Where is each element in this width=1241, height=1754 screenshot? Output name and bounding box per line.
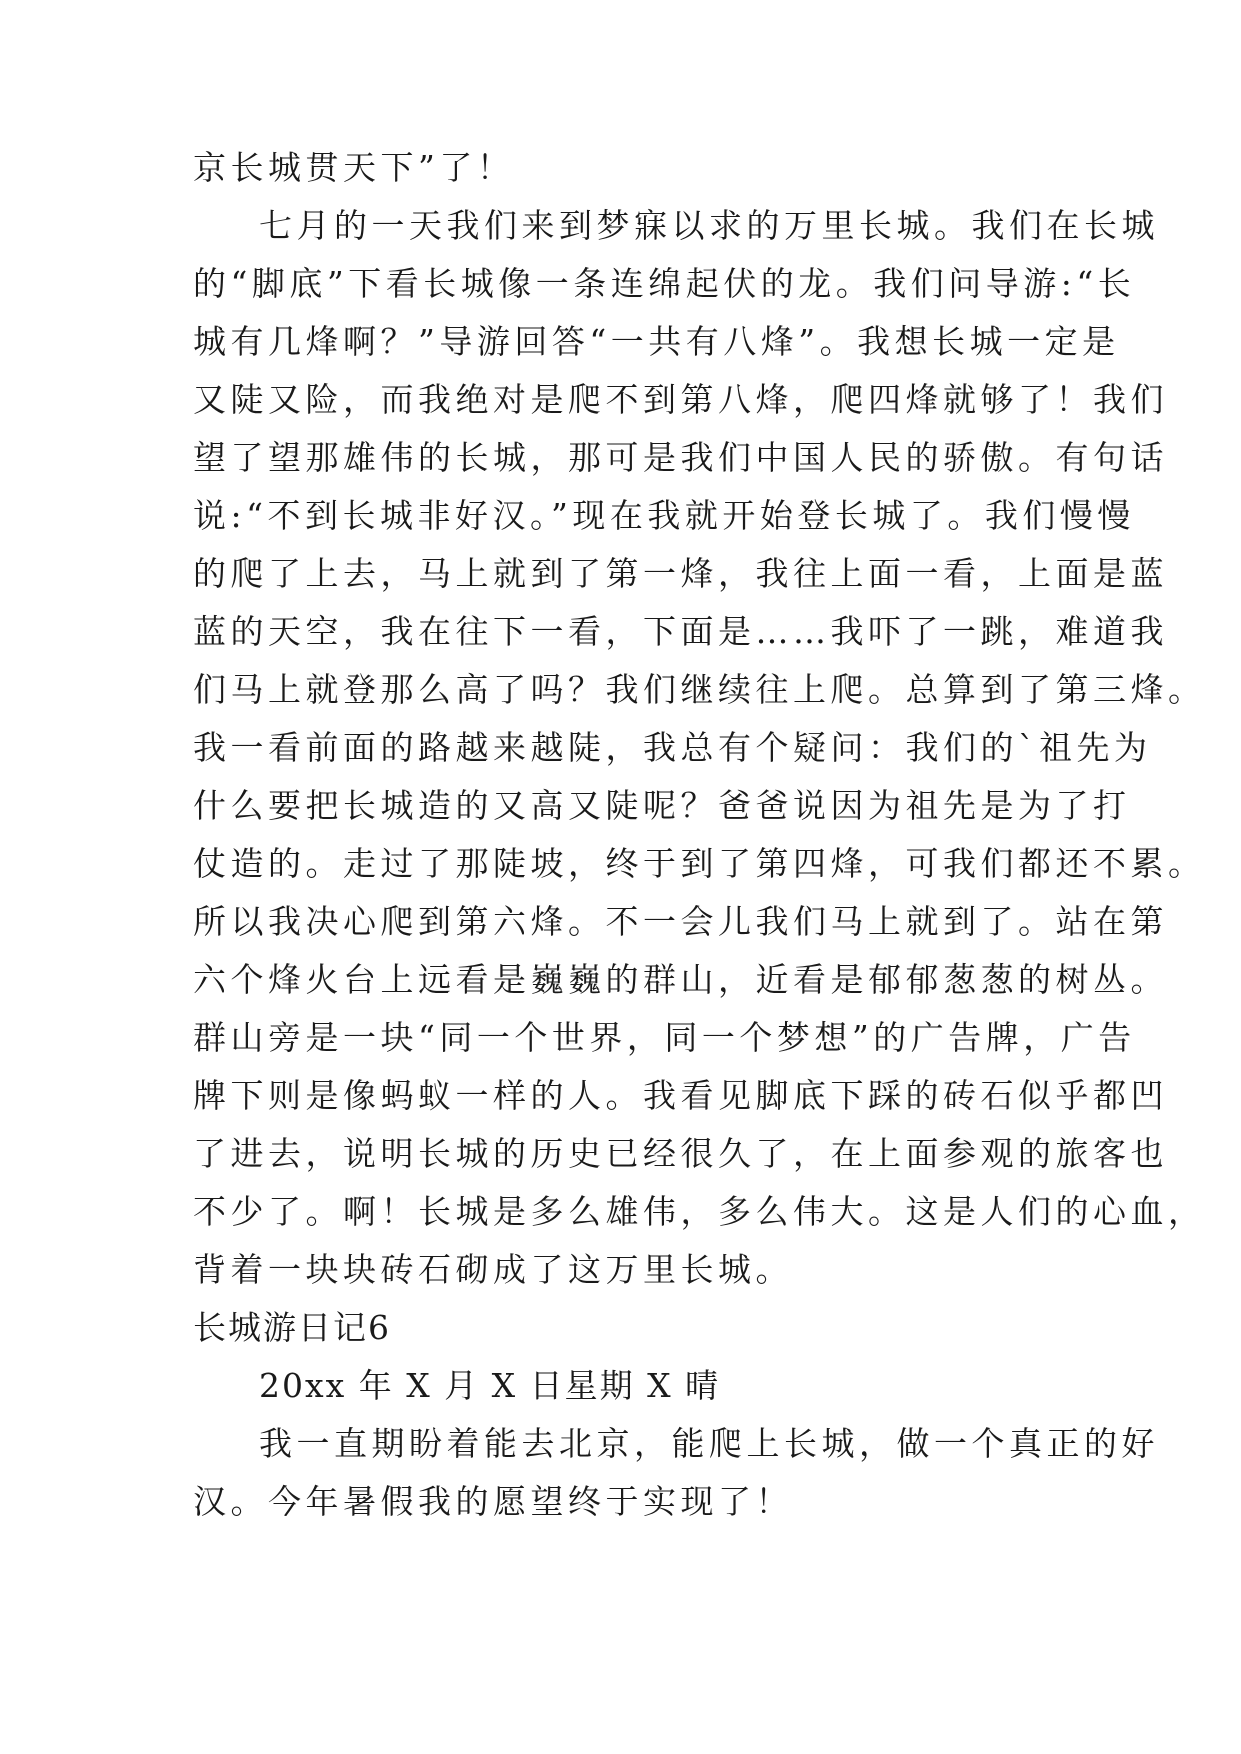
text-line: 京长城贯天下”了！: [193, 148, 515, 187]
paragraph-start-line: 我一直期盼着能去北京，能爬上长城，做一个真正的好: [259, 1424, 1159, 1463]
text-line: 我一看前面的路越来越陡，我总有个疑问：我们的`祖先为: [193, 728, 1152, 767]
section-heading: 长城游日记6: [193, 1308, 391, 1347]
text-line: 蓝的天空，我在往下一看，下面是……我吓了一跳，难道我: [193, 612, 1168, 651]
text-line: 六个烽火台上远看是巍巍的群山，近看是郁郁葱葱的树丛。: [193, 960, 1168, 999]
text-line: 的“脚底”下看长城像一条连绵起伏的龙。我们问导游:“长: [193, 264, 1136, 303]
paragraph-start-line: 七月的一天我们来到梦寐以求的万里长城。我们在长城: [259, 206, 1159, 245]
text-line: 望了望那雄伟的长城，那可是我们中国人民的骄傲。有句话: [193, 438, 1168, 477]
text-line: 又陡又险，而我绝对是爬不到第八烽，爬四烽就够了！我们: [193, 380, 1168, 419]
text-line: 不少了。啊！长城是多么雄伟，多么伟大。这是人们的心血，: [193, 1192, 1206, 1231]
text-line: 牌下则是像蚂蚁一样的人。我看见脚底下踩的砖石似乎都凹: [193, 1076, 1168, 1115]
text-line: 说:“不到长城非好汉。”现在我就开始登长城了。我们慢慢: [193, 496, 1135, 535]
text-line: 的爬了上去，马上就到了第一烽，我往上面一看，上面是蓝: [193, 554, 1168, 593]
text-line: 们马上就登那么高了吗？我们继续往上爬。总算到了第三烽。: [193, 670, 1206, 709]
text-line: 了进去，说明长城的历史已经很久了，在上面参观的旅客也: [193, 1134, 1168, 1173]
text-line: 汉。今年暑假我的愿望终于实现了！: [193, 1482, 793, 1521]
text-line: 背着一块块砖石砌成了这万里长城。: [193, 1250, 793, 1289]
text-line: 仗造的。走过了那陡坡，终于到了第四烽，可我们都还不累。: [193, 844, 1206, 883]
diary-date-line: 20xx 年 X 月 X 日星期 X 晴: [259, 1366, 721, 1405]
text-line: 什么要把长城造的又高又陡呢？爸爸说因为祖先是为了打: [193, 786, 1131, 825]
text-line: 所以我决心爬到第六烽。不一会儿我们马上就到了。站在第: [193, 902, 1168, 941]
text-line: 城有几烽啊？”导游回答“一共有八烽”。我想长城一定是: [193, 322, 1120, 361]
text-line: 群山旁是一块“同一个世界，同一个梦想”的广告牌，广告: [193, 1018, 1136, 1057]
